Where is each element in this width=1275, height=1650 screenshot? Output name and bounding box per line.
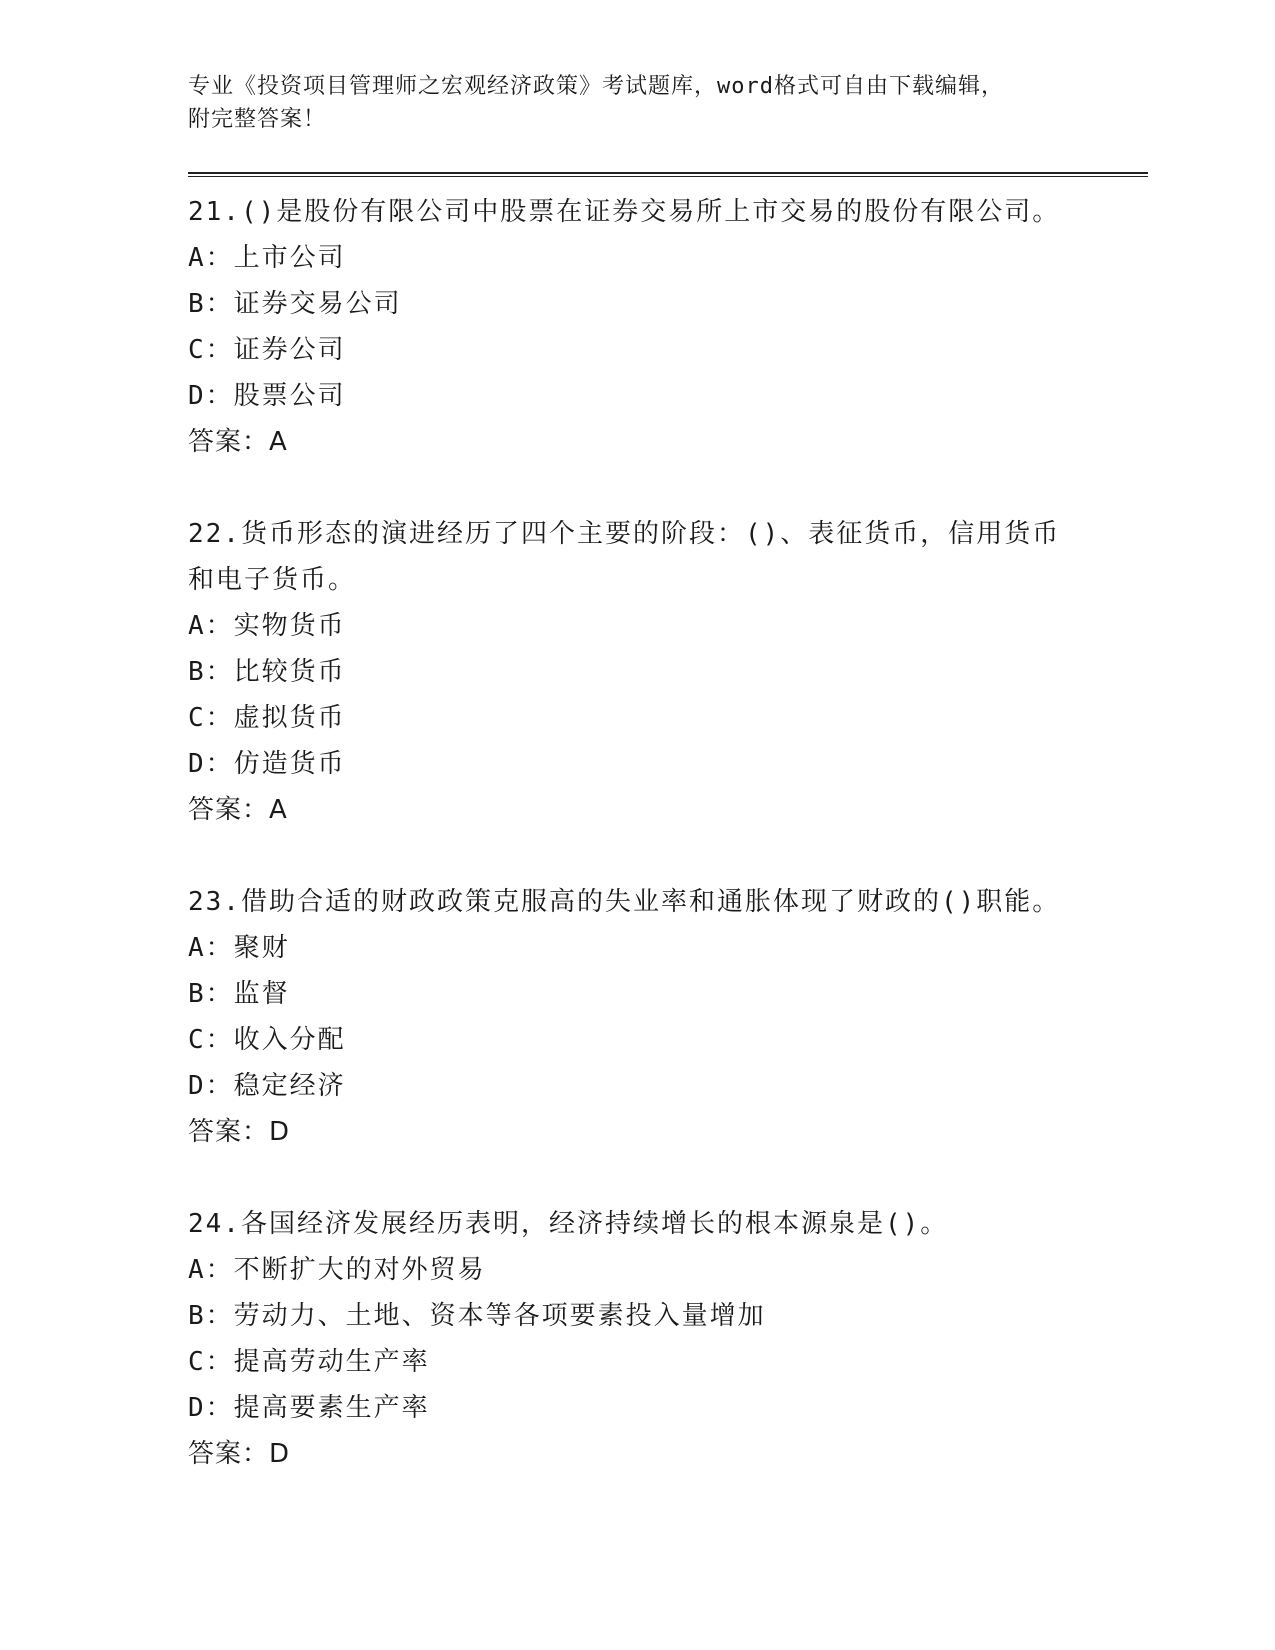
document-header <box>188 70 1068 136</box>
option-a: A：上市公司 <box>188 243 346 273</box>
question-list <box>188 189 1148 1477</box>
answer-line: 答案：D <box>188 1117 291 1147</box>
option-a: A：不断扩大的对外贸易 <box>188 1255 486 1285</box>
option-b: B：劳动力、土地、资本等各项要素投入量增加 <box>188 1301 766 1331</box>
question-24 <box>188 1201 1148 1477</box>
answer-line: 答案：D <box>188 1439 291 1469</box>
option-a: A：聚财 <box>188 933 290 963</box>
option-b: B：证券交易公司 <box>188 289 402 319</box>
question-22 <box>188 511 1148 833</box>
answer-line: 答案：A <box>188 427 288 457</box>
option-c: C：证券公司 <box>188 335 346 365</box>
option-c: C：收入分配 <box>188 1025 346 1055</box>
option-c: C：虚拟货币 <box>188 703 346 733</box>
question-23 <box>188 879 1148 1155</box>
question-21 <box>188 189 1148 465</box>
option-d: D：股票公司 <box>188 381 346 411</box>
question-stem: 24.各国经济发展经历表明，经济持续增长的根本源泉是()。 <box>188 1209 949 1239</box>
option-d: D：稳定经济 <box>188 1071 346 1101</box>
header-line-1: 专业《投资项目管理师之宏观经济政策》考试题库，word格式可自由下载编辑， <box>188 74 1004 99</box>
header-line-2: 附完整答案！ <box>188 107 327 132</box>
option-b: B：监督 <box>188 979 290 1009</box>
option-d: D：提高要素生产率 <box>188 1393 430 1423</box>
option-d: D：仿造货币 <box>188 749 346 779</box>
answer-line: 答案：A <box>188 795 288 825</box>
question-stem: 22.货币形态的演进经历了四个主要的阶段：()、表征货币，信用货币和电子货币。 <box>188 519 1061 595</box>
document-page <box>188 70 1148 1523</box>
option-c: C：提高劳动生产率 <box>188 1347 430 1377</box>
option-b: B：比较货币 <box>188 657 346 687</box>
question-stem: 23.借助合适的财政政策克服高的失业率和通胀体现了财政的()职能。 <box>188 887 1061 917</box>
option-a: A：实物货币 <box>188 611 346 641</box>
header-divider <box>188 172 1148 177</box>
question-stem: 21.()是股份有限公司中股票在证券交易所上市交易的股份有限公司。 <box>188 197 1061 227</box>
